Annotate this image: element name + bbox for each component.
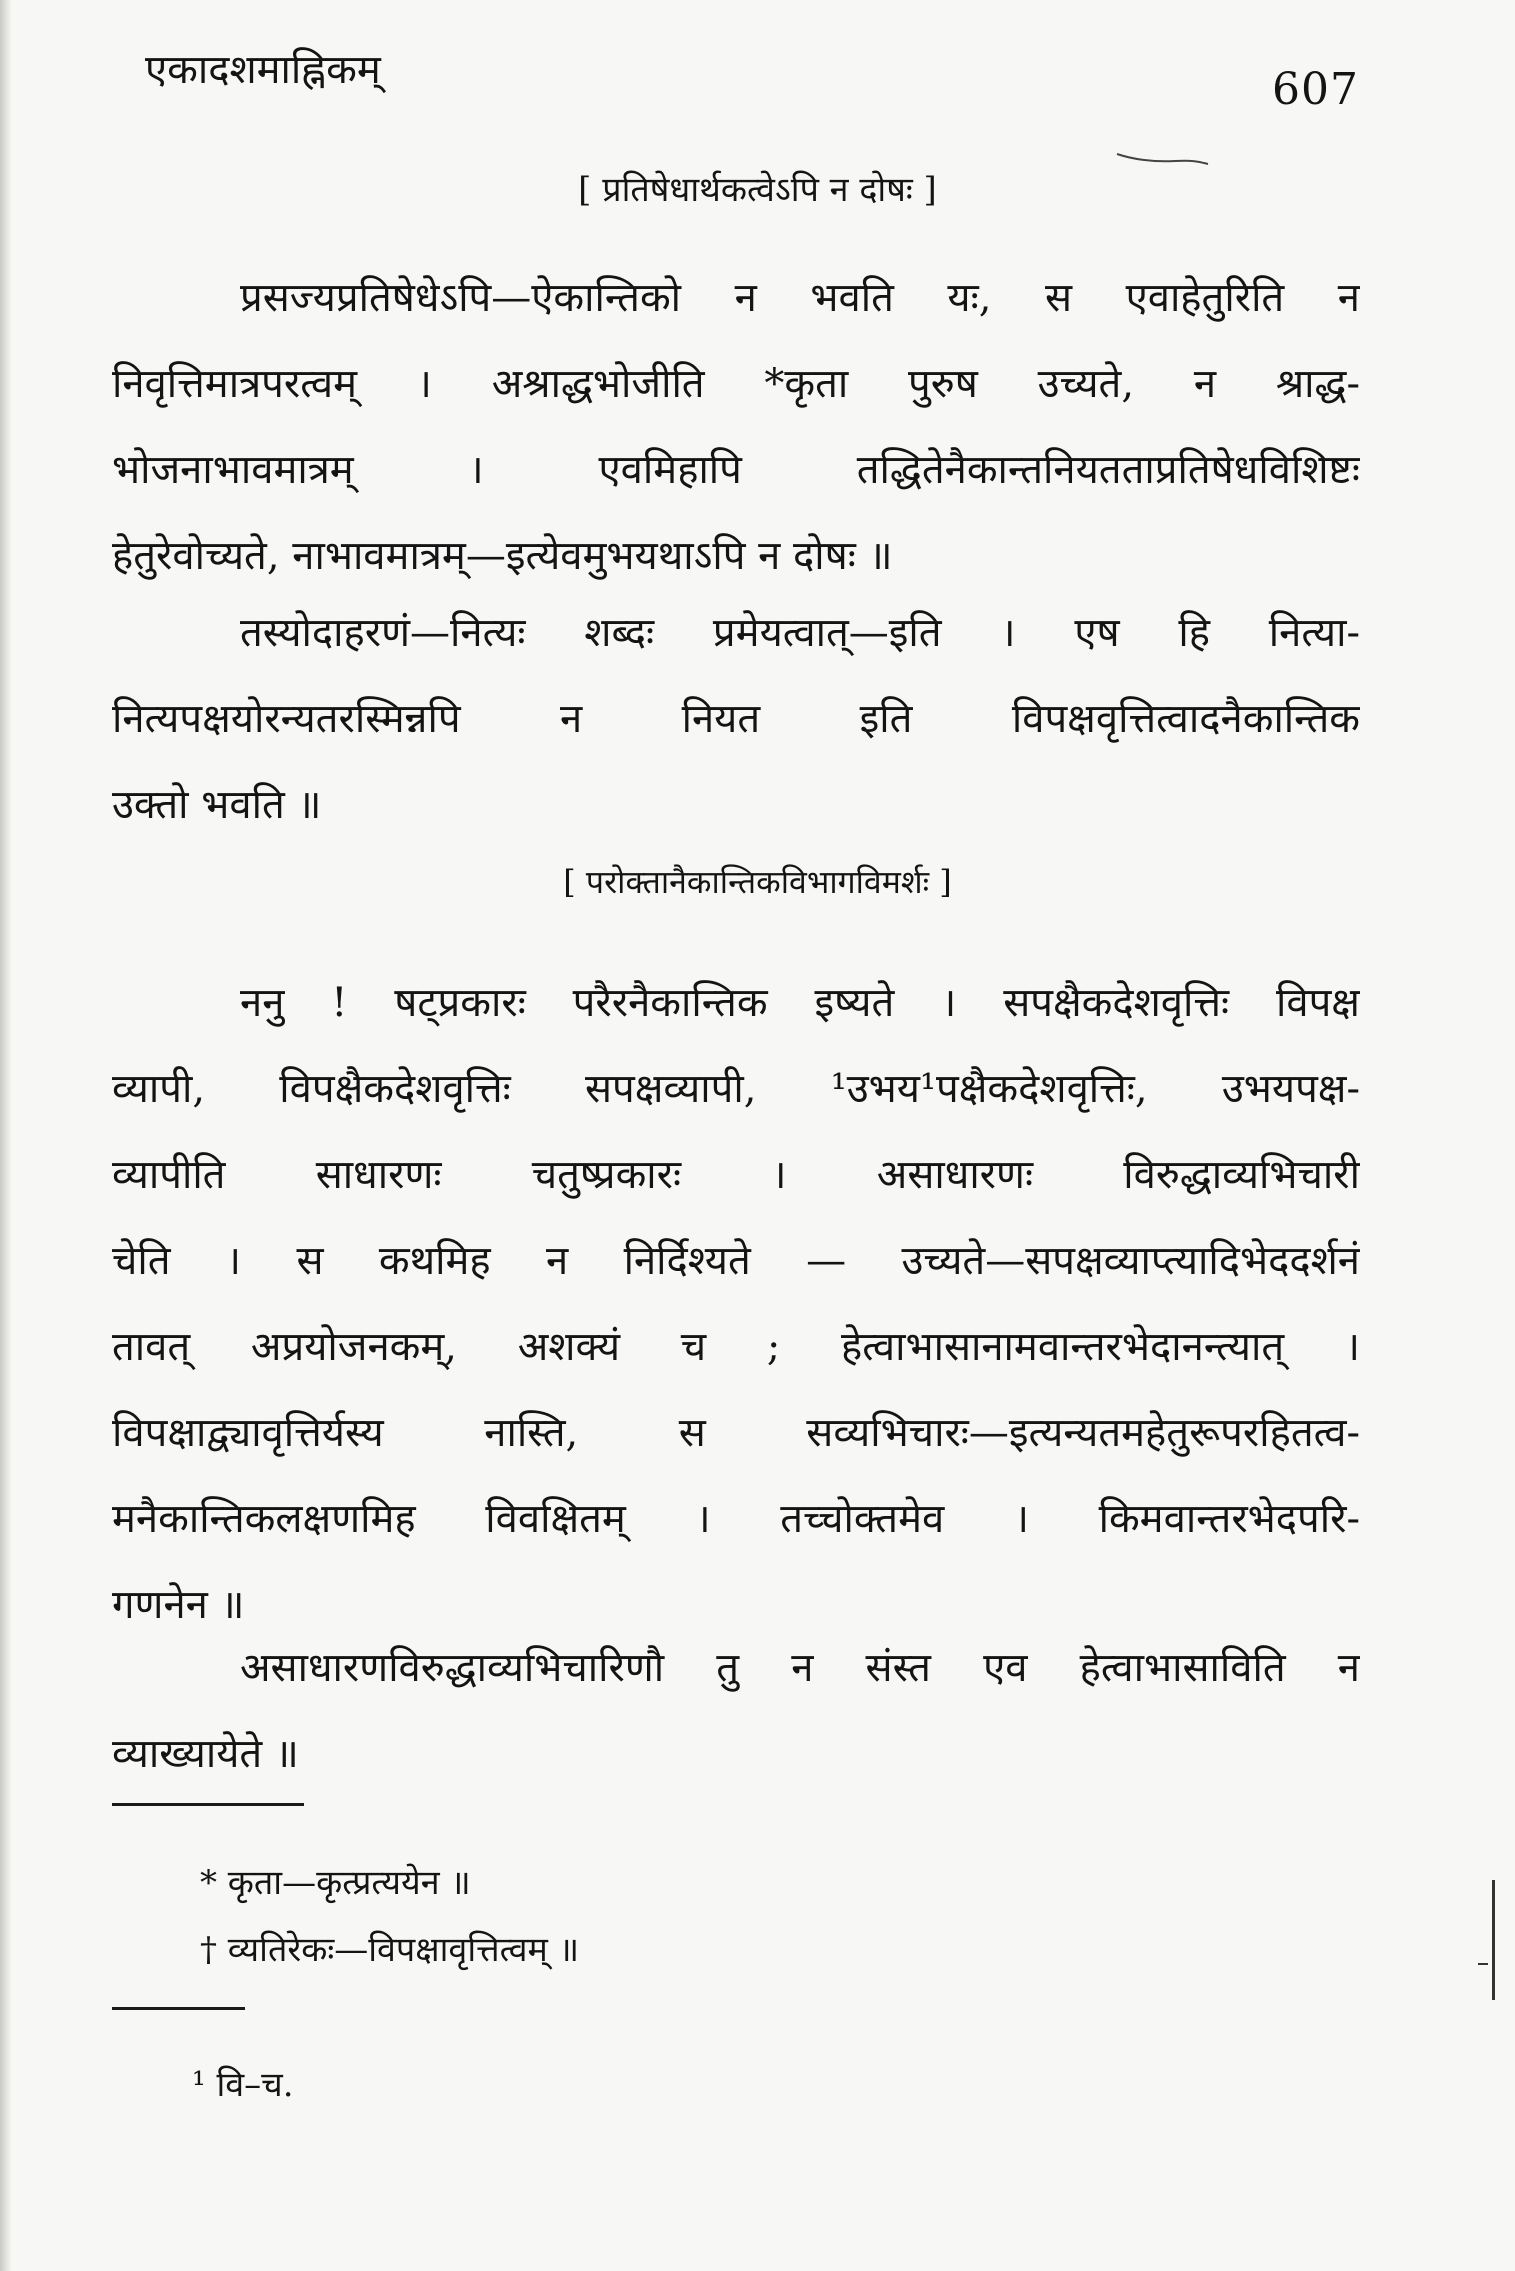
section-heading-2: [ परोक्तानैकान्तिकविभागविमर्शः ] <box>563 863 952 901</box>
footnote-star: * कृता—कृत्प्रत्ययेन ॥ <box>200 1863 471 1903</box>
page-number: 607 <box>1272 64 1359 115</box>
text-line: व्यापी, विपक्षैकदेशवृत्तिः सपक्षव्यापी, ¹उभय¹पक्षैकदेशवृत्तिः, उभयपक्ष- <box>112 1066 1360 1112</box>
footnote-variant-reading: ¹ वि–च. <box>192 2065 294 2105</box>
paragraph-1 <box>112 255 1360 599</box>
text-line: हेतुरेवोच्यते, नाभावमात्रम्—इत्येवमुभयथाऽपि न दोषः ॥ <box>112 533 893 579</box>
text-line: उक्तो भवति ॥ <box>112 782 322 828</box>
paragraph-4 <box>112 1625 1360 1797</box>
text-line: गणनेन ॥ <box>112 1582 245 1628</box>
paragraph-3 <box>112 960 1360 1648</box>
margin-bracket <box>1492 1880 1495 2000</box>
running-title: एकादशमाह्निकम् <box>145 47 381 93</box>
footnote-divider <box>112 1803 304 1806</box>
text-line: व्याख्यायेते ॥ <box>112 1731 299 1777</box>
text-line: विपक्षाद्व्यावृत्तिर्यस्य नास्ति, स सव्यभिचारः—इत्यन्यतमहेतुरूपरहितत्व- <box>112 1410 1360 1456</box>
paragraph-2 <box>112 590 1360 848</box>
footnote-divider-2 <box>112 2007 245 2010</box>
text-line: चेति । स कथमिह न निर्दिश्यते — उच्यते—सपक्षव्याप्त्यादिभेददर्शनं <box>112 1238 1360 1284</box>
text-line: निवृत्तिमात्रपरत्वम् । अश्राद्धभोजीति *कृता पुरुष उच्यते, न श्राद्ध- <box>112 361 1360 407</box>
text-line: प्रसज्यप्रतिषेधेऽपि—ऐकान्तिको न भवति यः, स एवाहेतुरिति न <box>240 275 1360 321</box>
section-heading-1: [ प्रतिषेधार्थकत्वेऽपि न दोषः ] <box>578 170 937 210</box>
page-edge-shadow <box>0 0 12 2271</box>
text-line: व्यापीति साधारणः चतुष्प्रकारः । असाधारणः विरुद्धाव्यभिचारी <box>112 1152 1360 1198</box>
footnote-dagger: † व्यतिरेकः—विपक्षावृत्तित्वम् ॥ <box>200 1930 580 1970</box>
text-line: असाधारणविरुद्धाव्यभिचारिणौ तु न संस्त एव हेत्वाभासाविति न <box>240 1645 1360 1691</box>
text-line: मनैकान्तिकलक्षणमिह विवक्षितम् । तच्चोक्तमेव । किमवान्तरभेदपरि- <box>112 1496 1360 1542</box>
text-line: ननु ! षट्प्रकारः परैरनैकान्तिक इष्यते । सपक्षैकदेशवृत्तिः विपक्ष <box>240 980 1360 1026</box>
text-line: भोजनाभावमात्रम् । एवमिहापि तद्धितेनैकान्तनियतताप्रतिषेधविशिष्टः <box>112 447 1360 493</box>
margin-tick <box>1478 1963 1488 1965</box>
text-line: तावत् अप्रयोजनकम्, अशक्यं च ; हेत्वाभासानामवान्तरभेदानन्त्यात् । <box>112 1324 1360 1370</box>
text-line: नित्यपक्षयोरन्यतरस्मिन्नपि न नियत इति विपक्षवृत्तित्वादनैकान्तिक <box>112 696 1360 742</box>
text-line: तस्योदाहरणं—नित्यः शब्दः प्रमेयत्वात्—इति । एष हि नित्या- <box>240 610 1360 656</box>
